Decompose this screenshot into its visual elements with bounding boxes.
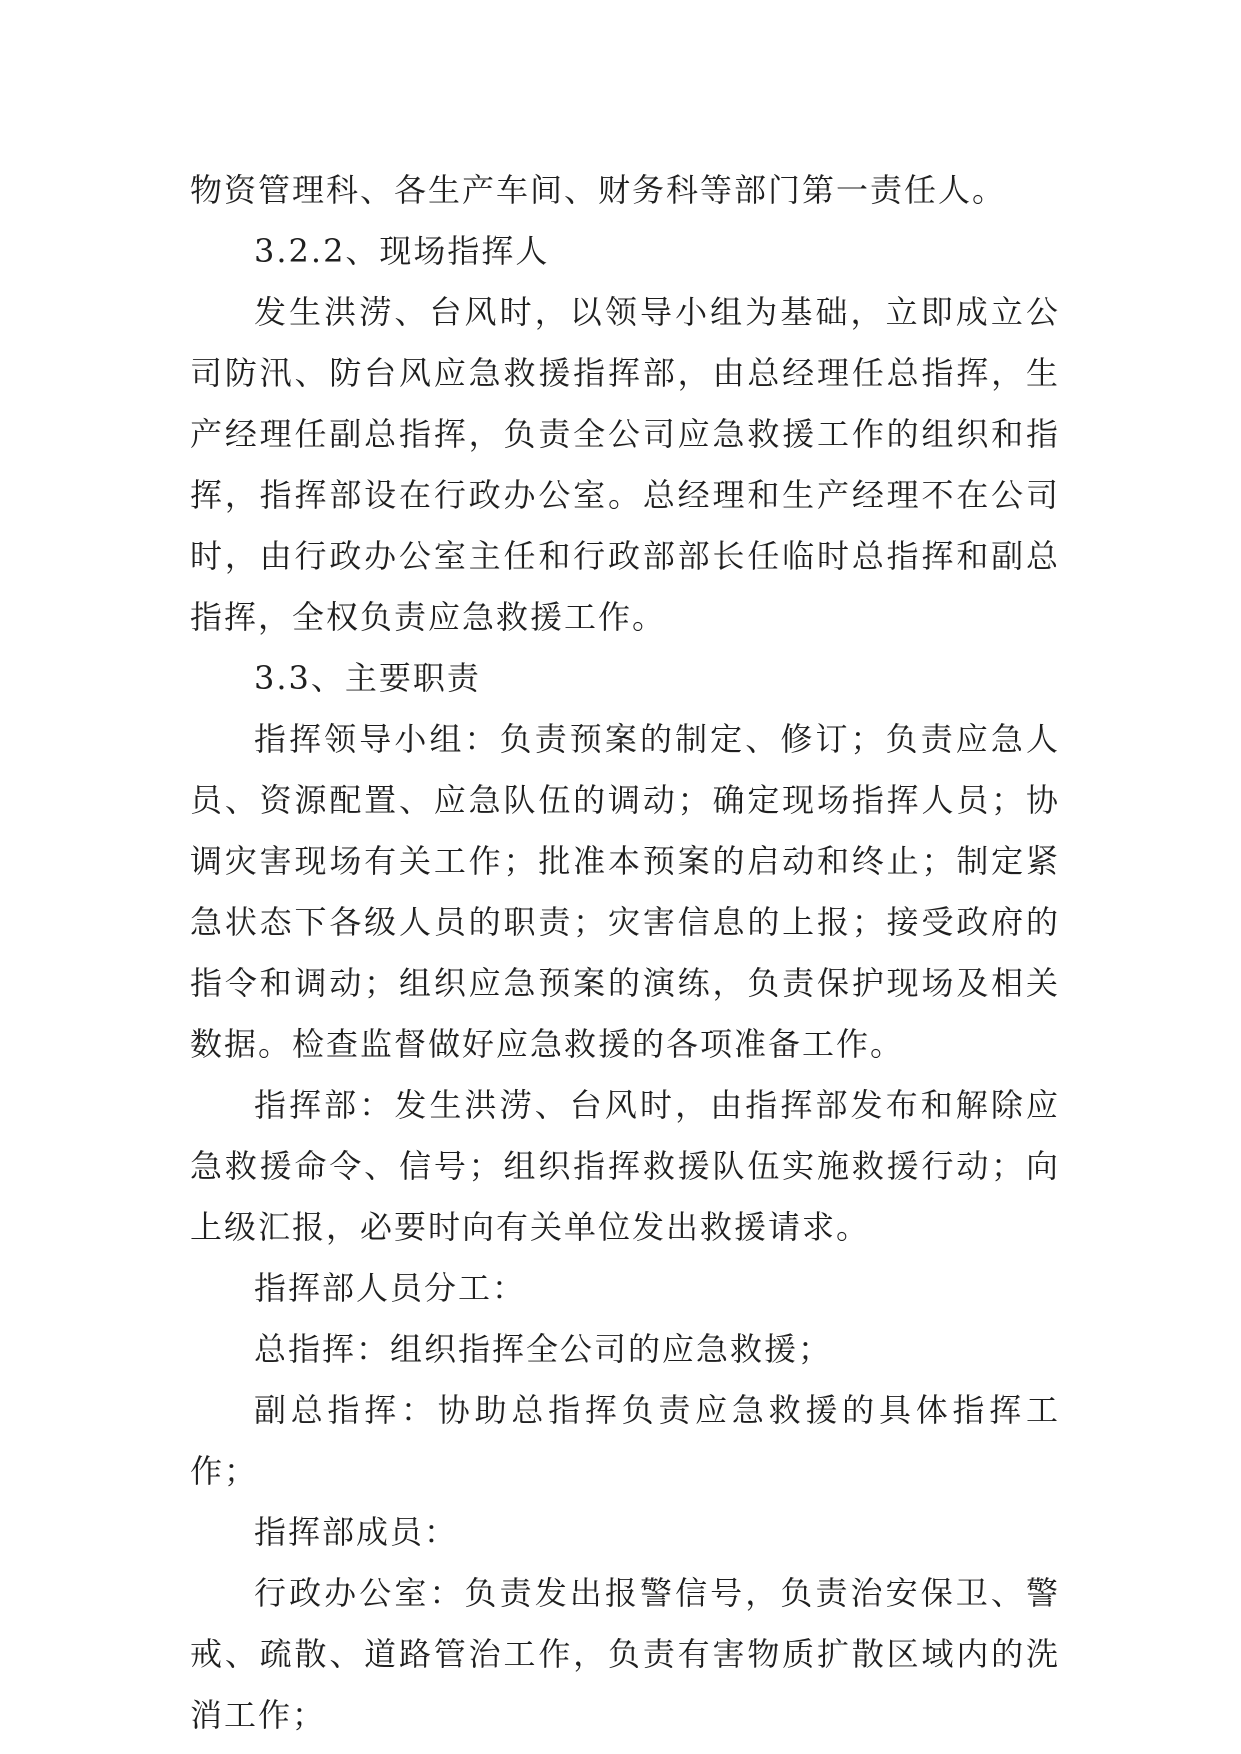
paragraph-staff-division: 指挥部人员分工：: [254, 1269, 527, 1307]
paragraph-admin-office: 行政办公室：负责发出报警信号，负责治安保卫、警戒、疏散、道路管治工作，负责有害物质扩散区域内的洗消工作；: [190, 1574, 1060, 1734]
document-body: [190, 160, 1060, 1746]
paragraph-deputy-commander: 副总指挥：协助总指挥负责应急救援的具体指挥工作；: [190, 1391, 1060, 1490]
paragraph-responsible-persons: 物资管理科、各生产车间、财务科等部门第一责任人。: [190, 171, 1007, 209]
heading-3-3: 3.3、主要职责: [254, 659, 481, 697]
heading-3-2-2: 3.2.2、现场指挥人: [254, 232, 550, 270]
paragraph-chief-commander: 总指挥：组织指挥全公司的应急救援；: [254, 1330, 833, 1368]
paragraph-headquarters-duties: 指挥部：发生洪涝、台风时，由指挥部发布和解除应急救援命令、信号；组织指挥救援队伍实施救援行动；向上级汇报，必要时向有关单位发出救援请求。: [190, 1086, 1060, 1246]
paragraph-command-setup: 发生洪涝、台风时，以领导小组为基础，立即成立公司防汛、防台风应急救援指挥部，由总经理任总指挥，生产经理任副总指挥，负责全公司应急救援工作的组织和指挥，指挥部设在行政办公室。总经理和生产经理不在公司时，由行政办公室主任和行政部部长任临时总指挥和副总指挥，全权负责应急救援工作。: [190, 293, 1060, 636]
paragraph-members: 指挥部成员：: [254, 1513, 459, 1551]
paragraph-leadership-duties: 指挥领导小组：负责预案的制定、修订；负责应急人员、资源配置、应急队伍的调动；确定现场指挥人员；协调灾害现场有关工作；批准本预案的启动和终止；制定紧急状态下各级人员的职责；灾害信息的上报；接受政府的指令和调动；组织应急预案的演练，负责保护现场及相关数据。检查监督做好应急救援的各项准备工作。: [190, 720, 1060, 1063]
